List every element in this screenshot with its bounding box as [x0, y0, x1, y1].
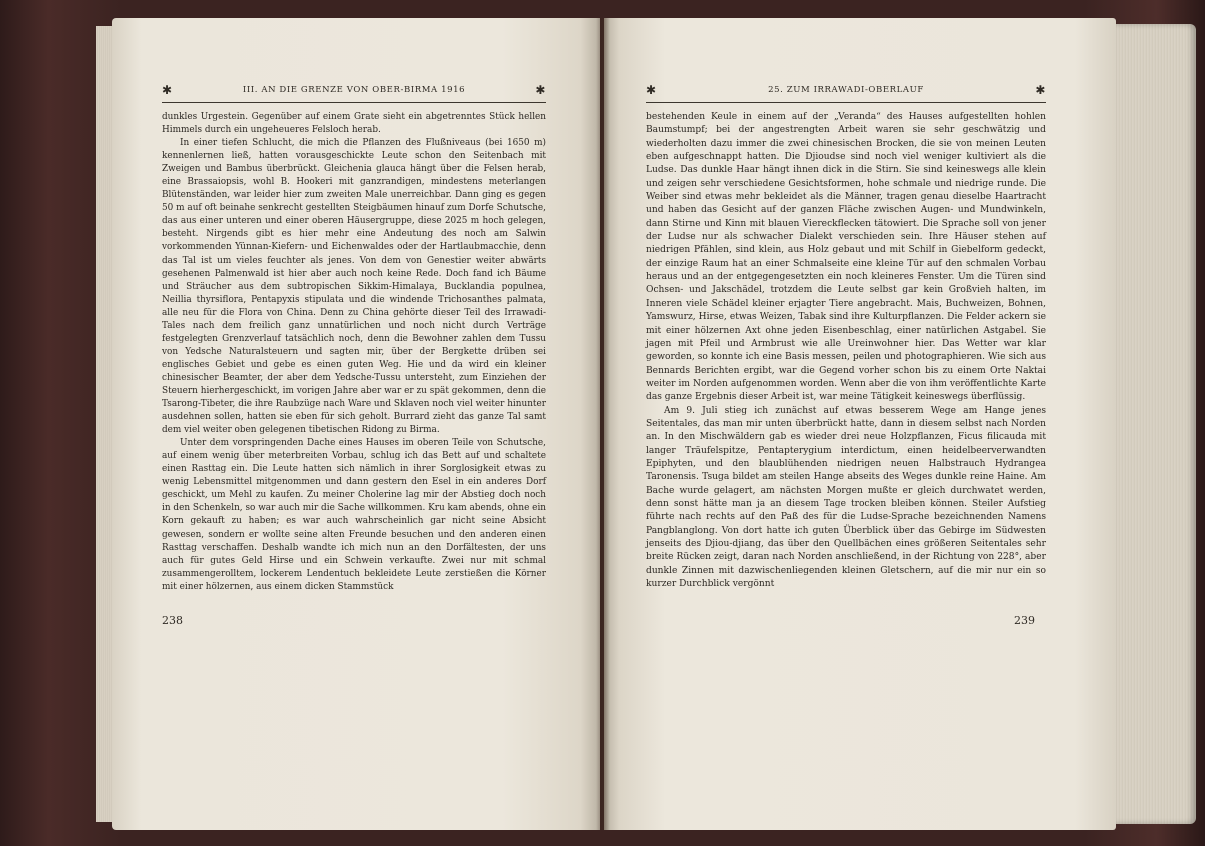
right-running-head: [646, 82, 1046, 98]
right-page-text: [646, 111, 1046, 591]
paragraph: Unter dem vorspringenden Dache eines Hauses im oberen Teile von Schutsche, auf einem wenig über meterbreiten Vorbau, schlug ich das Bett auf und schaltete einen Rasttag ein. Die Leute hatten sich nämlich in ihrer Sorglosigkeit etwas zu wenig Lebensmittel mitgenommen und dann gestern den Esel in ein anderes Dorf geschickt, um Mehl zu kaufen. Zu meiner Cholerine lag mir der Abstieg doch noch in den Schenkeln, so war auch mir die Sache willkommen. Kru kam abends, ohne ein Korn gekauft zu haben; es war auch wahrscheinlich gar nicht seine Absicht gewesen, sondern er wollte seine alten Freunde besuchen und den anderen einen Rasttag verschaffen. Deshalb wandte ich mich nun an den Dorfältesten, der uns auch für gutes Geld Hirse und ein Schwein verkaufte. Zwei nur mit schmal zusammengerolltem, lockerem Lendentuch bekleidete Leute zerstießen die Körner mit einer hölzernen, aus einem dicken Stammstück: [162, 438, 546, 592]
book-gutter: [596, 18, 610, 830]
left-page-text: [162, 111, 546, 594]
right-page: [604, 18, 1116, 830]
running-head-title: 25. ZUM IRRAWADI-OBERLAUF: [768, 85, 924, 95]
star-ornament-icon: ✱: [162, 83, 173, 97]
star-ornament-icon: ✱: [1035, 83, 1046, 97]
left-page-edges: [96, 26, 112, 822]
right-page-edges: [1116, 24, 1196, 824]
header-rule: [162, 102, 546, 103]
page-number: 239: [1014, 614, 1035, 627]
star-ornament-icon: ✱: [535, 83, 546, 97]
header-rule: [646, 102, 1046, 103]
left-running-head: [162, 82, 546, 98]
star-ornament-icon: ✱: [646, 83, 657, 97]
page-number: 238: [162, 614, 183, 627]
running-head-title: III. AN DIE GRENZE VON OBER-BIRMA 1916: [242, 85, 466, 95]
paragraph: dunkles Urgestein. Gegenüber auf einem Grate sieht ein abgetrenntes Stück hellen Himmels durch ein ungeheueres Felsloch herab.: [162, 112, 546, 136]
paragraph: Am 9. Juli stieg ich zunächst auf etwas besserem Wege am Hange jenes Seitentales, das man mir unten überbrückt hatte, dann in diesem selbst nach Norden an. In den Mischwäldern gab es wieder drei neue Holzpflanzen, Ficus filicauda mit langer Träufelspitze, Pentapterygium interdictum, einen heidelbeerverwandten Epiphyten, und den blaublühenden niedrigen neuen Halbstrauch Hydrangea Taronensis. Tsuga bildet am steilen Hange abseits des Weges dunkle reine Haine. Am Bache wurde gelagert, am nächsten Morgen mußte er gleich durchwatet werden, denn sonst hätte man ja an diesem Tage trocken bleiben können. Steiler Aufstieg führte nach rechts auf den Paß des für die Ludse-Sprache bezeichnenden Namens Pangblanglong. Von dort hatte ich guten Überblick über das Gebirge im Südwesten jenseits des Djiou-djiang, das über den Quellbächen eines größeren Seitentales sehr breite Rücken zeigt, daran nach Norden anschließend, in der Richtung von 228°, aber dunkle Zinnen mit dazwischenliegenden kleinen Gletschern, auf die mir nur ein so kurzer Durchblick vergönnt: [646, 405, 1046, 590]
paragraph: In einer tiefen Schlucht, die mich die Pflanzen des Flußniveaus (bei 1650 m) kennenlernen ließ, hatten vorausgeschickte Leute schon den Seitenbach mit Zweigen und Bambus überbrückt. Gleichenia glauca hängt über die Felsen herab, eine Brassaiopsis, wohl B. Hookeri mit ganzrandigen, mindestens meterlangen Blütenständen, war leider hier zum zweiten Male unerreichbar. Dann ging es gegen 50 m auf oft beinahe senkrecht gestellten Steigbäumen hinauf zum Dorfe Schutsche, das aus einer unteren und einer oberen Häusergruppe, diese 2025 m hoch gelegen, besteht. Nirgends gibt es hier mehr eine Andeutung des noch am Salwin vorkommenden Yünnan-Kiefern- und Eichenwaldes oder der Hartlaubmacchie, denn das Tal ist um vieles feuchter als jenes. Von dem von Genestier weiter abwärts gesehenen Palmenwald ist hier aber auch noch keine Rede. Doch fand ich Bäume und Sträucher aus dem subtropischen Sikkim-Himalaya, Bucklandia populnea, Neillia thyrsiflora, Pentapyxis stipulata und die windende Trichosanthes palmata, alle neu für die Flora von China. Denn zu China gehörte dieser Teil des Irrawadi-Tales nach dem freilich ganz unnatürlichen und noch nicht durch Verträge festgelegten Grenzverlauf tatsächlich noch, denn die Bewohner zahlen dem Tussu von Yedsche Naturalsteuern und sagten mir, über der Bergkette drüben sei englisches Gebiet und gebe es einen guten Weg. Hie und da wird ein kleiner chinesischer Beamter, der aber dem Yedsche-Tussu untersteht, zum Einziehen der Steuern hierhergeschickt, im vorigen Jahre aber war er zu spät gekommen, denn die Tsarong-Tibeter, die ihre Raubzüge nach Ware und Sklaven noch viel weiter hinunter ausdehnen sollen, hatten sie eben für sich geholt. Burrard zieht das ganze Tal samt dem viel weiter oben gelegenen tibetischen Ridong zu Birma.: [162, 138, 546, 436]
paragraph: bestehenden Keule in einem auf der „Veranda“ des Hauses aufgestellten hohlen Baumstumpf; bei der angestrengten Arbeit waren sie sehr geschwätzig und wiederholten dazu immer die zwei chinesischen Brocken, die sie von meinen Leuten eben aufgeschnappt hatten. Die Djioudse sind noch viel weniger kultiviert als die Ludse. Das dunkle Haar hängt ihnen dick in die Stirn. Sie sind keineswegs alle klein und zeigen sehr verschiedene Gesichtsformen, hohe schmale und niedrige runde. Die Weiber sind etwas mehr bekleidet als die Männer, tragen genau dieselbe Haartracht und haben das Gesicht auf der ganzen Fläche zwischen Augen- und Mundwinkeln, dann Stirne und Kinn mit blauen Viereckflecken tätowiert. Die Sprache soll von jener der Ludse nur als schwacher Dialekt verschieden sein. Ihre Häuser stehen auf niedrigen Pfählen, sind klein, aus Holz gebaut und mit Schilf in Giebelform gedeckt, der einzige Raum hat an einer Schmalseite eine kleine Tür auf den schmalen Vorbau heraus und an der entgegengesetzten ein noch kleineres Fenster. Um die Türen sind Ochsen- und Jakschädel, trotzdem die Leute selbst gar kein Großvieh halten, im Inneren viele Schädel kleiner erjagter Tiere angebracht. Mais, Buchweizen, Bohnen, Yamswurz, Hirse, etwas Weizen, Tabak sind ihre Kulturpflanzen. Die Felder ackern sie mit einer hölzernen Axt ohne jeden Eisenbeschlag, einer natürlichen Astgabel. Sie jagen mit Pfeil und Armbrust wie alle Ureinwohner hier. Das Wetter war klar geworden, so konnte ich eine Basis messen, peilen und photographieren. Wie sich aus Bennards Berichten ergibt, war die Gegend vorher schon bis zu einem Orte Naktai weiter im Norden aufgenommen worden. Wenn aber die von ihm veröffentlichte Karte das ganze Ergebnis dieser Arbeit ist, war meine Tätigkeit keineswegs überflüssig.: [646, 112, 1046, 403]
left-page: [112, 18, 600, 830]
